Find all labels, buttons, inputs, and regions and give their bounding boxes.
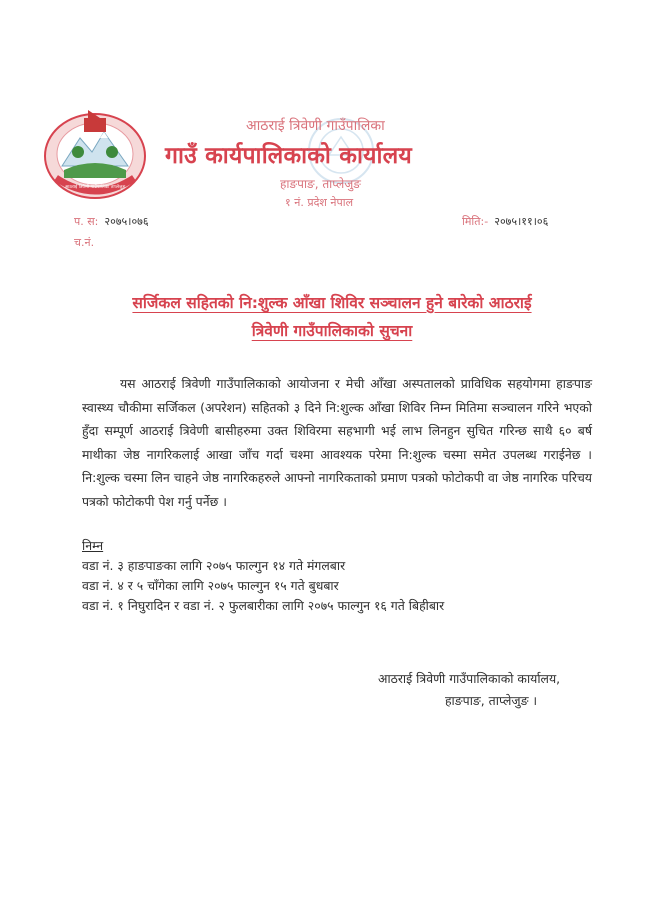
reference-number [74, 214, 149, 229]
signature-line-1: आठराई त्रिवेणी गाउँपालिकाको कार्यालय, [378, 671, 561, 686]
date-label: मिति:- [462, 215, 489, 228]
ref-label: प. स: [74, 215, 99, 228]
office-province: १ नं. प्रदेश नेपाल [285, 196, 354, 209]
body-paragraph: यस आठराई त्रिवेणी गाउँपालिकाको आयोजना र मेची आँखा अस्पतालको प्राविधिक सहयोगमा हाङपाङ स्वास्थ्य चौकीमा सर्जिकल (अपरेशन) सहितको ३ दिने नि:शुल्क आँखा शिविर निम्न मितिमा सञ्चालन गरिने भएको हुँदा सम्पूर्ण आठराई त्रिवेणी बासीहरुमा उक्त शिविरमा सहभागी भई लाभ लिनहुन सुचित गरिन्छ साथै ६० बर्ष माथीका जेष्ठ नागरिकलाई आखा जाँच गर्दा चश्मा आवश्यक परेमा नि:शुल्क चस्मा समेत उपलब्ध गराईनेछ । नि:शुल्क चस्मा लिन चाहने जेष्ठ नागरिकहरुले आफ्नो नागरिकताको प्रमाण पत्रको फोटोकपी वा जेष्ठ नागरिक परिचय पत्रको फोटोकपी पेश गर्नु पर्नेछ । [82, 376, 592, 509]
nepal-emblem-icon [42, 108, 148, 200]
subject-line-1: सर्जिकल सहितको नि:शुल्क आँखा शिविर सञ्चालन हुने बारेको आठराई [132, 294, 532, 312]
subject-line-2: त्रिवेणी गाउँपालिकाको सुचना [251, 322, 413, 340]
signature-block [378, 668, 560, 712]
signature-line-2: हाङपाङ, ताप्लेजुङ । [444, 693, 538, 708]
office-name-line: आठराई त्रिवेणी गाउँपालिका [246, 118, 385, 134]
page-title: गाउँ कार्यपालिकाको कार्यालय [165, 143, 412, 169]
notice-body [82, 372, 592, 513]
emblem-ring-text: आठराई त्रिवेणी गाउँपालिका ताप्लेजुङ [64, 185, 126, 190]
list-item: वडा नं. १ निघुरादिन र वडा नं. २ फुलबारीका लागि २०७५ फाल्गुन १६ गते बिहीबार [82, 598, 445, 613]
list-item: वडा नं. ४ र ५ चाँगेका लागि २०७५ फाल्गुन १५ गते बुधबार [82, 578, 339, 593]
dispatch-number-label: च.नं. [74, 236, 95, 249]
date-value: २०७५।११।०६ [494, 215, 549, 228]
schedule-heading: निम्न [82, 538, 104, 553]
schedule-list [82, 556, 444, 616]
letter-date [462, 214, 548, 229]
office-address: हाङपाङ, ताप्लेजुङ [280, 177, 361, 191]
ref-value: २०७५।०७६ [104, 215, 149, 228]
notice-subject [60, 289, 604, 345]
list-item: वडा नं. ३ हाङपाङका लागि २०७५ फाल्गुन १४ गते मंगलबार [82, 558, 346, 573]
